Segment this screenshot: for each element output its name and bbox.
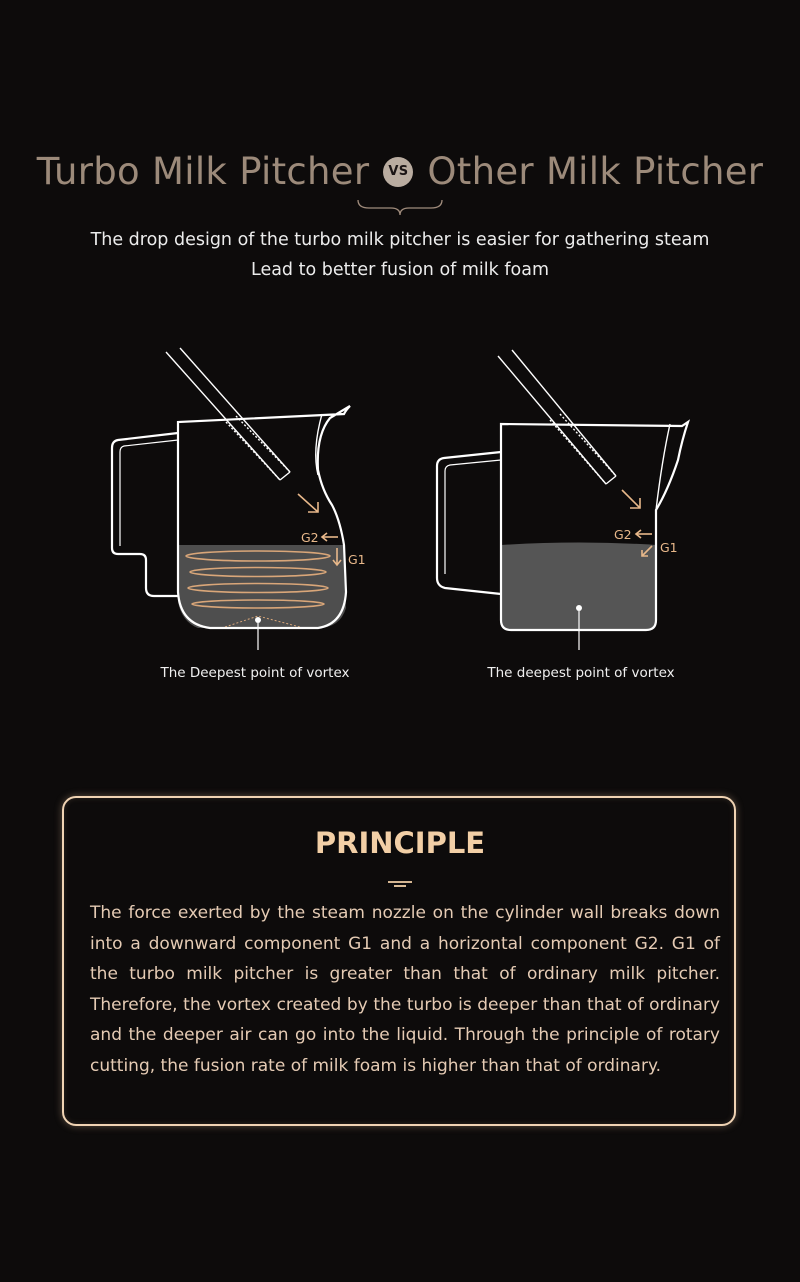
principle-divider-mark — [388, 880, 412, 888]
other-g2-label: G2 — [614, 527, 632, 542]
principle-body: The force exerted by the steam nozzle on the cylinder wall breaks down into a downward component G1 and a horizontal component G2. G1 of the turbo milk pitcher is greater than that of ordinary milk pitcher. Therefore, the vortex created by the turbo is deeper than that of ordinary and the deeper air can go into the liquid. Through the principle of rotary cutting, the fusion rate of milk foam is higher than that of ordinary. — [90, 903, 720, 1076]
turbo-g2-label: G2 — [301, 530, 319, 545]
heading-left: Turbo Milk Pitcher — [36, 150, 370, 193]
principle-title: PRINCIPLE — [314, 826, 486, 860]
brace-decoration — [355, 198, 445, 218]
comparison-heading — [0, 150, 800, 193]
heading-right: Other Milk Pitcher — [427, 150, 764, 193]
other-pitcher — [437, 350, 688, 650]
other-g1-label: G1 — [660, 540, 678, 555]
subtitle-line-1: The drop design of the turbo milk pitcher is easier for gathering steam — [90, 230, 710, 250]
subtitle-line-2: Lead to better fusion of milk foam — [251, 260, 549, 280]
vs-badge: VS — [383, 157, 413, 187]
turbo-pitcher — [112, 348, 366, 650]
turbo-g1-label: G1 — [348, 552, 366, 567]
other-vortex-caption: The deepest point of vortex — [487, 665, 675, 681]
pitcher-comparison-diagram — [0, 340, 800, 660]
turbo-vortex-caption: The Deepest point of vortex — [160, 665, 350, 681]
